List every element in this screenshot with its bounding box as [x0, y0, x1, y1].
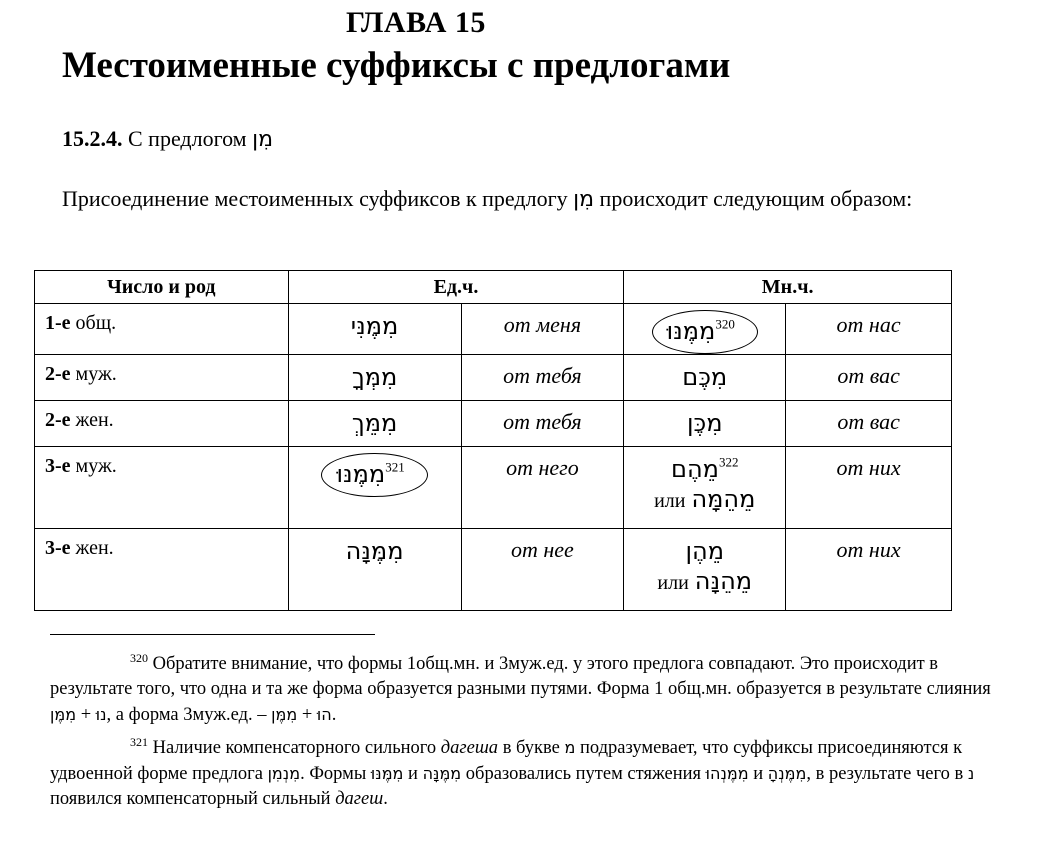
table-row [35, 529, 952, 611]
footnote-divider [50, 634, 375, 635]
intro-before: Присоединение местоименных суффиксов к предлогу [62, 186, 568, 211]
footnote-321: $^{321}$ Наличие компенсаторного сильного дагеша в букве מ подразумевает, что суффиксы присоединяются к удвоенной форме предлога מִנְמִן. Формы מִמֶּנּוּ и מִמֶּנָּה образовались путем стяжения מִמֶּנְהוּ и מִמֶּנְהָ, в результате чего в נ появился компенсаторный сильный дагеш. [50, 735, 975, 810]
table-row [35, 355, 952, 401]
section-hebrew: מִן [252, 127, 274, 152]
intro-after: происходит следующим образом: [599, 186, 913, 211]
section-heading [62, 126, 273, 152]
footnote-ref: 321 [385, 459, 405, 475]
singular-translation: от тебя [461, 355, 624, 401]
plural-translation: от них [786, 447, 952, 529]
footnote-320: $^{320}$ Обратите внимание, что формы 1общ.мн. и 3муж.ед. у этого предлога совпадают. Это происходит в результате того, что одна и та же форма образуется разными путями. Форма 1 общ.мн. образуется в результате слияния מִמֶּן + נוּ, а форма 3муж.ед. – מִמֶּן + הוּ. [50, 651, 991, 726]
circled-form: מִמֶּנּוּ$^{320}$ [652, 310, 758, 354]
row-label: 3-е муж. [35, 447, 289, 529]
row-label: 1-е общ. [35, 304, 289, 355]
singular-form [288, 447, 461, 529]
singular-translation: от меня [461, 304, 624, 355]
table-row [35, 401, 952, 447]
intro-paragraph [62, 182, 942, 217]
section-number: 15.2.4. [62, 126, 123, 151]
plural-translation: от нас [786, 304, 952, 355]
singular-form: מִמְּךָ [288, 355, 461, 401]
plural-translation: от вас [786, 401, 952, 447]
suffix-table [34, 270, 952, 611]
singular-translation: от нее [461, 529, 624, 611]
footnote-ref: 322 [718, 454, 739, 470]
plural-form: מֵהֶם$^{322}$ или מֵהֵמָּה [624, 447, 786, 529]
header-person: Число и род [35, 271, 289, 304]
plural-translation: от вас [786, 355, 952, 401]
plural-form [624, 304, 786, 355]
plural-translation: от них [786, 529, 952, 611]
row-label: 3-е жен. [35, 529, 289, 611]
singular-form: מִמֶּנִּי [288, 304, 461, 355]
header-singular: Ед.ч. [288, 271, 624, 304]
table-row [35, 304, 952, 355]
plural-form: מִכֶּם [624, 355, 786, 401]
table-header-row [35, 271, 952, 304]
page-title: Местоименные суффиксы с предлогами [62, 45, 731, 86]
footnote-mark: 320 [130, 651, 148, 665]
intro-hebrew: מִן [573, 187, 595, 212]
singular-form: מִמֵּךְ [288, 401, 461, 447]
row-label: 2-е жен. [35, 401, 289, 447]
singular-form: מִמֶּנָּה [288, 529, 461, 611]
chapter-heading: ГЛАВА 15 [346, 6, 486, 39]
circled-form: מִמֶּנּוּ$^{321}$ [321, 453, 427, 497]
row-label: 2-е муж. [35, 355, 289, 401]
singular-translation: от тебя [461, 401, 624, 447]
footnote-mark: 321 [130, 735, 148, 749]
header-plural: Мн.ч. [624, 271, 952, 304]
section-text: С предлогом [128, 126, 247, 151]
table-row [35, 447, 952, 529]
footnote-ref: 320 [715, 316, 735, 332]
plural-form: מֵהֶן или מֵהֵנָּה [624, 529, 786, 611]
singular-translation: от него [461, 447, 624, 529]
plural-form: מִכֶּן [624, 401, 786, 447]
